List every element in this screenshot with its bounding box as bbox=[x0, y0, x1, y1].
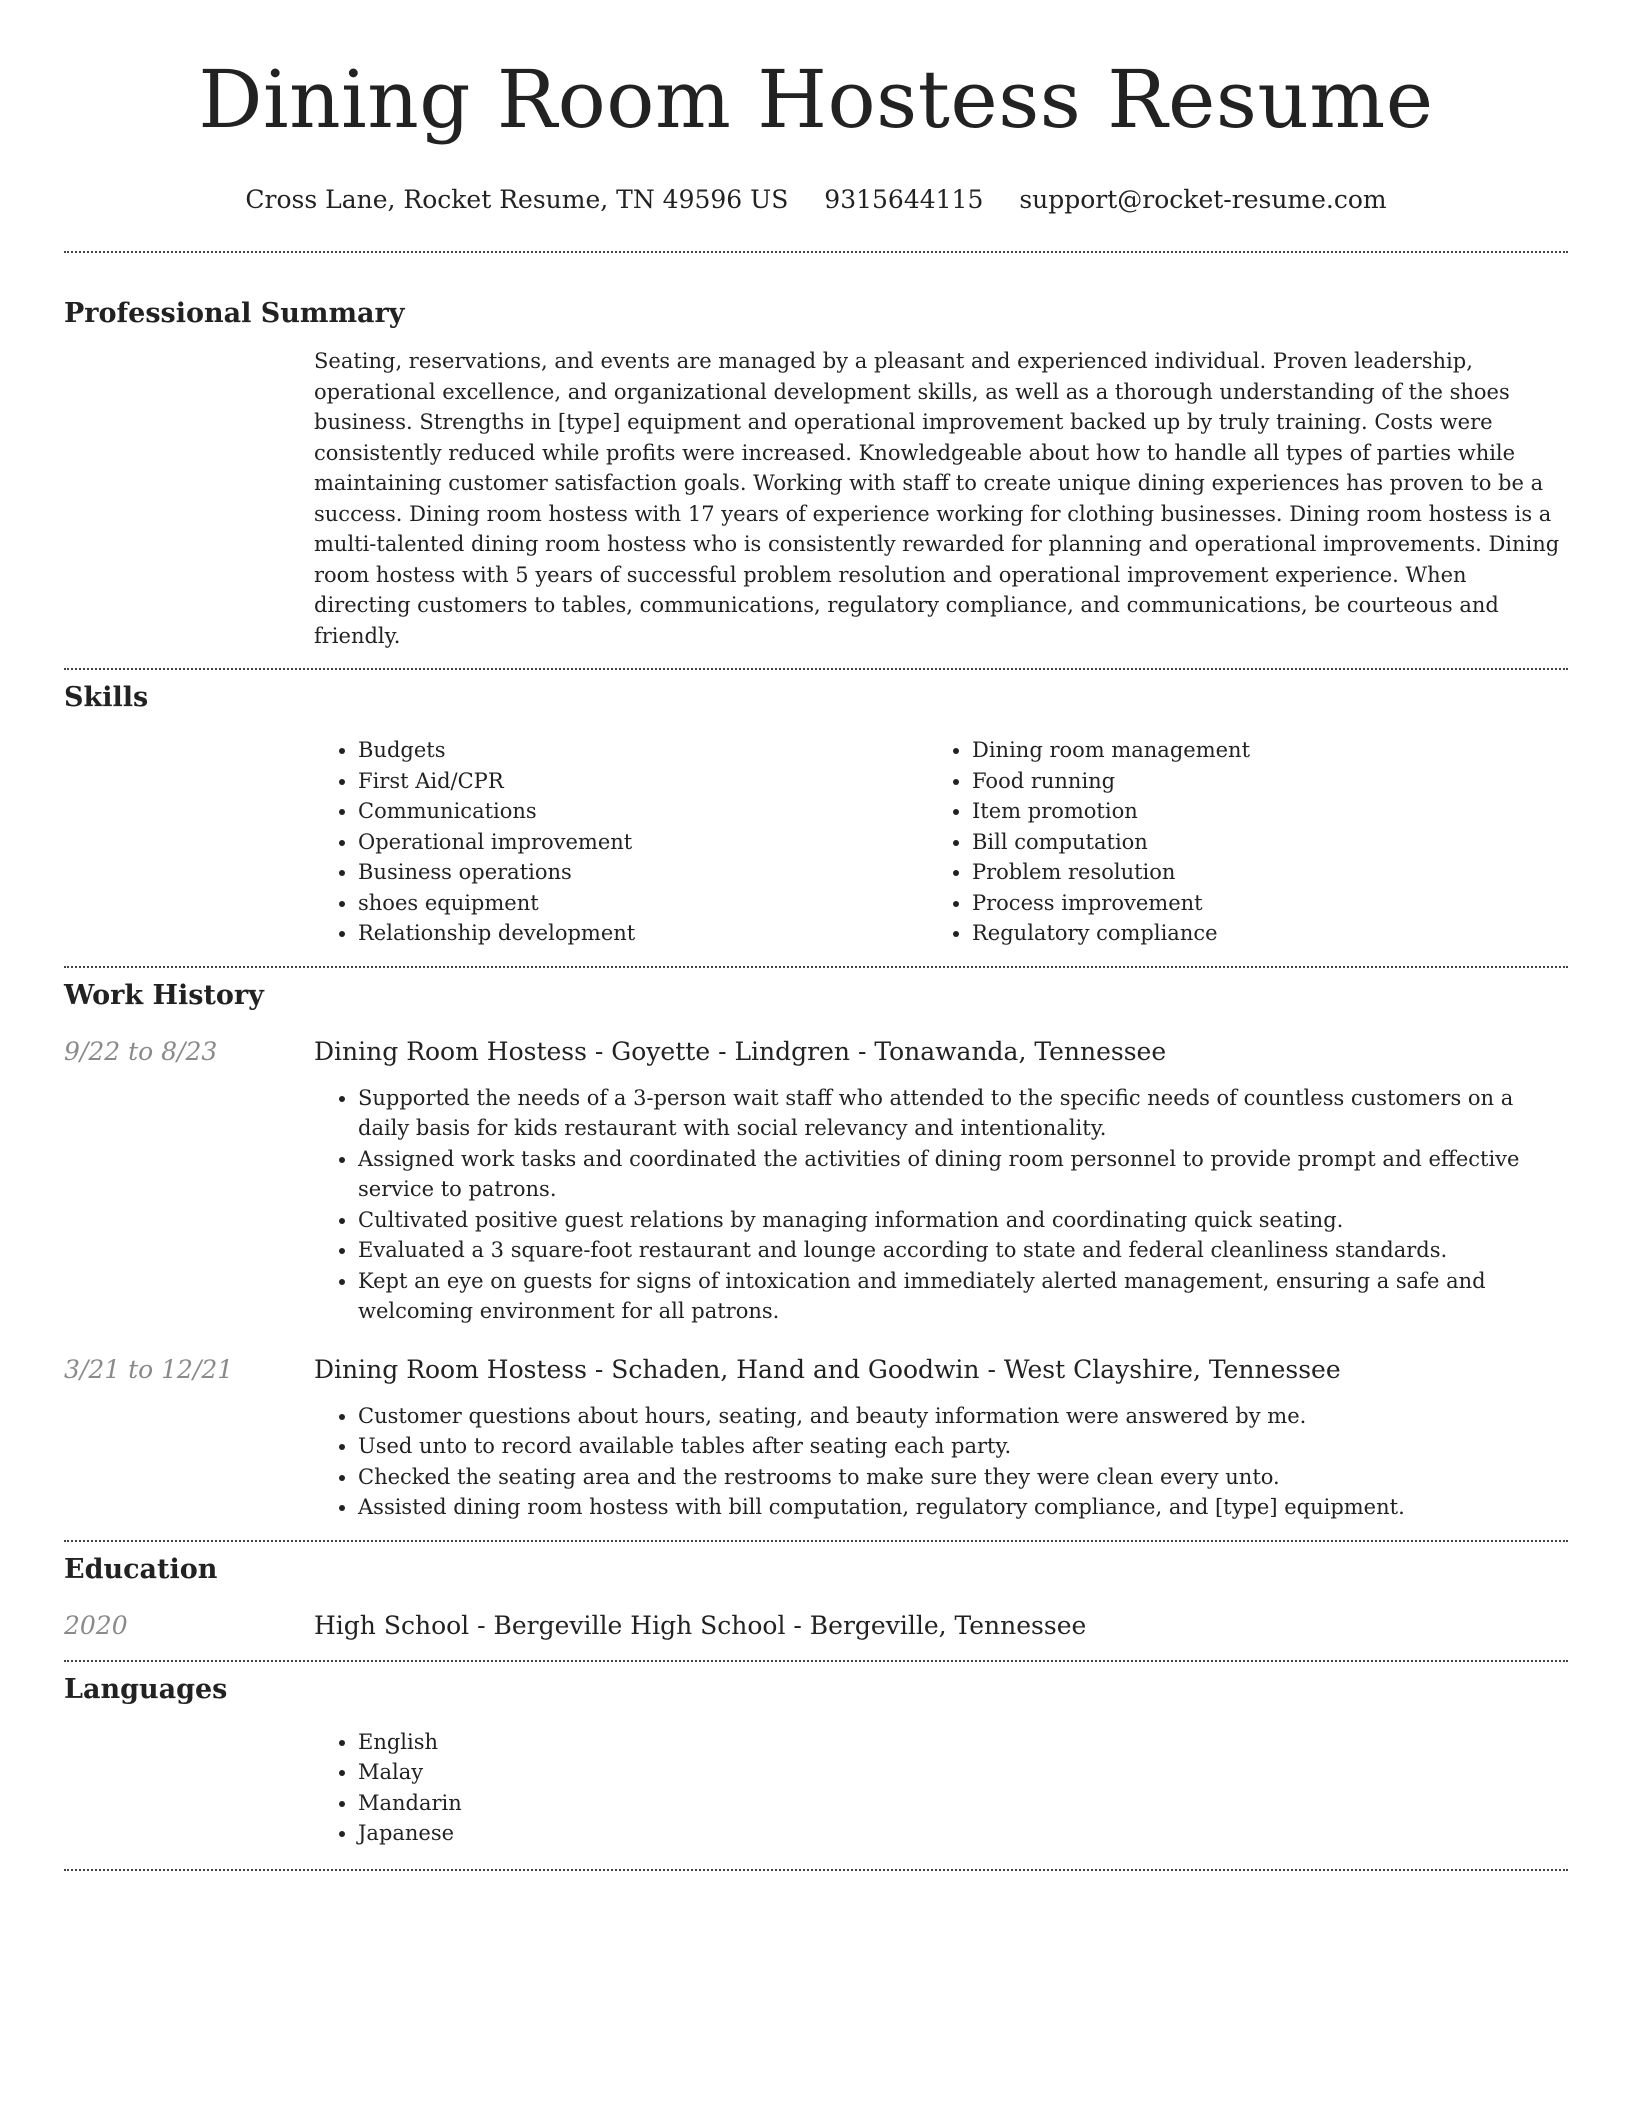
language-item: • Mandarin bbox=[358, 1788, 1568, 1819]
education-date: 2020 bbox=[64, 1610, 128, 1640]
skill-item: • Problem resolution bbox=[972, 857, 1542, 888]
contact-address: Cross Lane, Rocket Resume, TN 49596 US bbox=[245, 185, 789, 214]
skills-list-left bbox=[314, 735, 928, 949]
divider bbox=[64, 251, 1568, 253]
summary-section bbox=[64, 297, 1568, 651]
education-entry bbox=[64, 1609, 1568, 1643]
section-heading-work: Work History bbox=[64, 979, 264, 1011]
skill-item: • Process improvement bbox=[972, 888, 1542, 919]
work-section bbox=[64, 979, 1568, 1523]
job-bullets bbox=[314, 1083, 1568, 1327]
resume-title: Dining Room Hostess Resume bbox=[198, 53, 1434, 146]
job-entry bbox=[64, 1353, 1568, 1523]
skill-item: • Dining room management bbox=[972, 735, 1542, 766]
job-dates: 3/21 to 12/21 bbox=[64, 1354, 234, 1384]
job-bullet: • Used unto to record available tables after seating each party. bbox=[358, 1431, 1568, 1462]
divider bbox=[64, 1540, 1568, 1542]
job-bullet: • Checked the seating area and the restrooms to make sure they were clean every unto. bbox=[358, 1462, 1568, 1493]
education-title: High School - Bergeville High School - Bergeville, Tennessee bbox=[314, 1610, 1087, 1640]
skills-section bbox=[64, 681, 1568, 949]
summary-text: Seating, reservations, and events are managed by a pleasant and experienced individual. Proven leadership, operational excellence, and organizational development skills, as well as a thorough understanding of the shoes business. Strengths in [type] equipment and operational improvement backed up by truly training. Costs were consistently reduced while profits were increased. Knowledgeable about how to handle all types of parties while maintaining customer satisfaction goals. Working with staff to create unique dining experiences has proven to be a success. Dining room hostess with 17 years of experience working for clothing businesses. Dining room hostess is a multi-talented dining room hostess who is consistently rewarded for planning and operational improvements. Dining room hostess with 5 years of successful problem resolution and operational improvement experience. When directing customers to tables, communications, regulatory compliance, and communications, be courteous and friendly. bbox=[314, 349, 1560, 648]
job-bullet: • Cultivated positive guest relations by managing information and coordinating quick seating. bbox=[358, 1205, 1568, 1236]
divider bbox=[64, 966, 1568, 968]
skill-item: • Food running bbox=[972, 766, 1542, 797]
job-bullet: • Assisted dining room hostess with bill computation, regulatory compliance, and [type] equipment. bbox=[358, 1492, 1568, 1523]
skill-item: • shoes equipment bbox=[358, 888, 928, 919]
divider bbox=[64, 668, 1568, 670]
skills-list-right bbox=[928, 735, 1542, 949]
section-heading-skills: Skills bbox=[64, 682, 149, 713]
job-title: Dining Room Hostess - Goyette - Lindgren - Tonawanda, Tennessee bbox=[314, 1036, 1167, 1066]
job-title: Dining Room Hostess - Schaden, Hand and Goodwin - West Clayshire, Tennessee bbox=[314, 1354, 1341, 1384]
section-heading-languages: Languages bbox=[64, 1673, 228, 1705]
contact-line bbox=[64, 184, 1568, 216]
language-item: • English bbox=[358, 1727, 1568, 1758]
section-heading-summary: Professional Summary bbox=[64, 298, 405, 329]
skill-item: • Business operations bbox=[358, 857, 928, 888]
contact-email: support@rocket-resume.com bbox=[1019, 185, 1387, 214]
divider bbox=[64, 1869, 1568, 1871]
education-section bbox=[64, 1553, 1568, 1643]
job-bullet: • Evaluated a 3 square-foot restaurant and lounge according to state and federal cleanliness standards. bbox=[358, 1235, 1568, 1266]
contact-phone: 9315644115 bbox=[824, 185, 984, 214]
languages-list bbox=[314, 1727, 1568, 1849]
skill-item: • Item promotion bbox=[972, 796, 1542, 827]
job-entry bbox=[64, 1035, 1568, 1327]
skill-item: • Budgets bbox=[358, 735, 928, 766]
skill-item: • Bill computation bbox=[972, 827, 1542, 858]
language-item: • Malay bbox=[358, 1757, 1568, 1788]
job-bullets bbox=[314, 1401, 1568, 1523]
skill-item: • Operational improvement bbox=[358, 827, 928, 858]
job-bullet: • Customer questions about hours, seating, and beauty information were answered by me. bbox=[358, 1401, 1568, 1432]
divider bbox=[64, 1660, 1568, 1662]
skill-item: • Relationship development bbox=[358, 918, 928, 949]
skill-item: • Regulatory compliance bbox=[972, 918, 1542, 949]
section-heading-education: Education bbox=[64, 1553, 218, 1585]
job-bullet: • Supported the needs of a 3-person wait staff who attended to the specific needs of countless customers on a daily basis for kids restaurant with social relevancy and intentionality. bbox=[358, 1083, 1568, 1144]
skill-item: • First Aid/CPR bbox=[358, 766, 928, 797]
job-dates: 9/22 to 8/23 bbox=[64, 1036, 218, 1066]
skill-item: • Communications bbox=[358, 796, 928, 827]
language-item: • Japanese bbox=[358, 1818, 1568, 1849]
job-bullet: • Kept an eye on guests for signs of intoxication and immediately alerted management, ensuring a safe and welcoming environment for all patrons. bbox=[358, 1266, 1568, 1327]
languages-section bbox=[64, 1673, 1568, 1849]
job-bullet: • Assigned work tasks and coordinated the activities of dining room personnel to provide prompt and effective service to patrons. bbox=[358, 1144, 1568, 1205]
